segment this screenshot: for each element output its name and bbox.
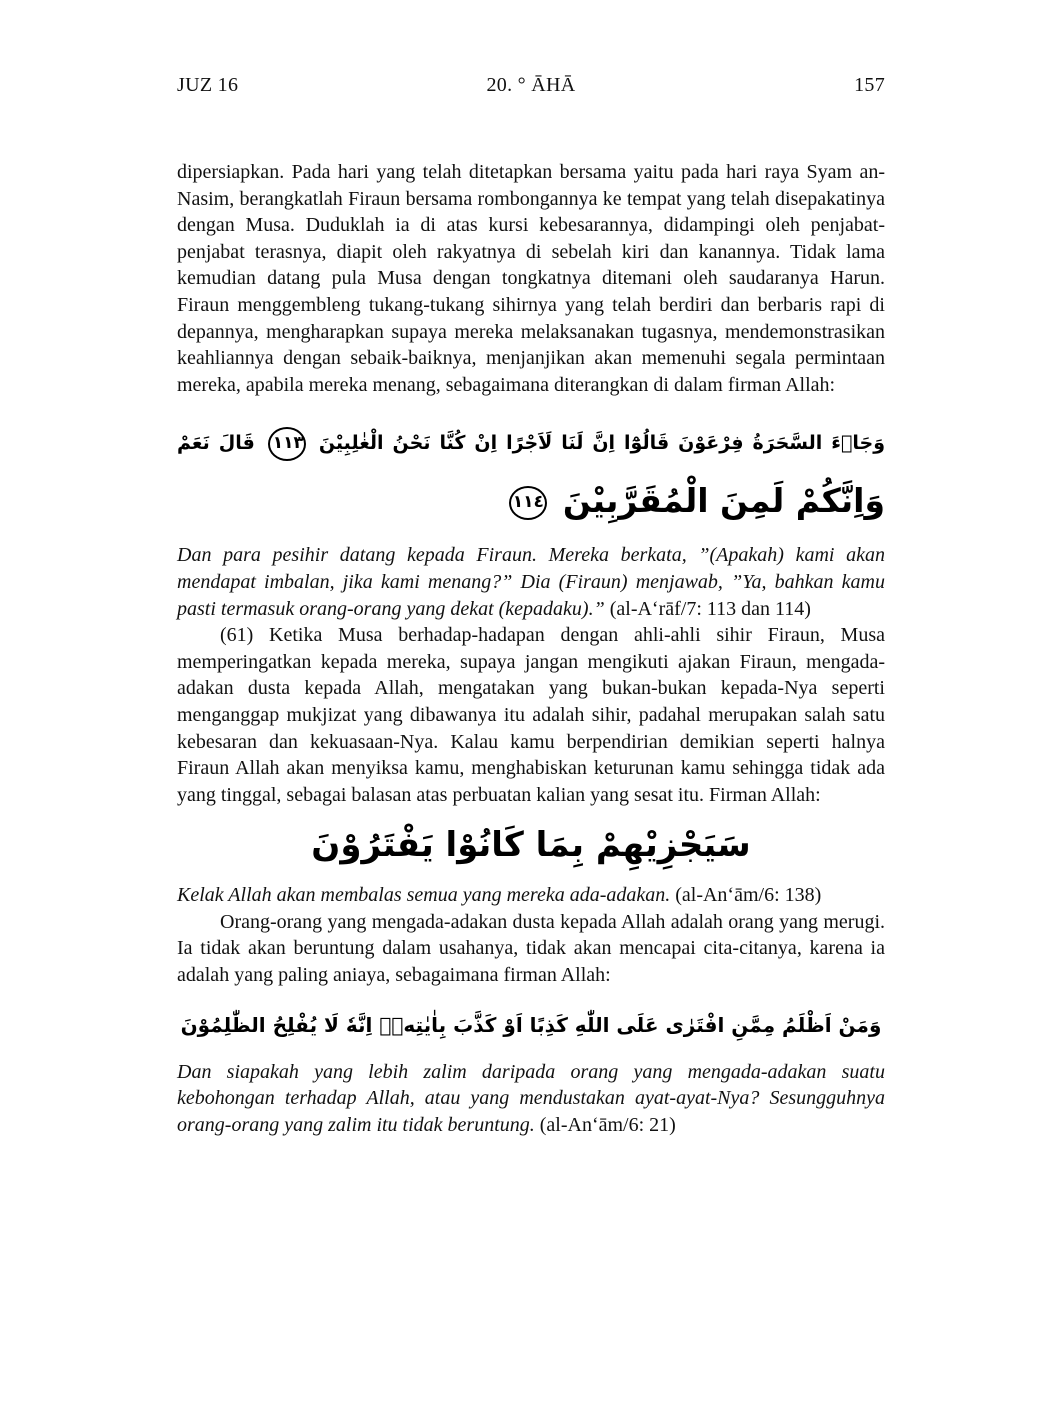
arabic-line-1 [177, 414, 885, 472]
page-number: 157 [854, 74, 885, 96]
translation-text: Kelak Allah akan membalas semua yang mereka ada-adakan. [177, 884, 671, 907]
translation-araf [177, 542, 885, 622]
translation-text: Dan siapakah yang lebih zalim daripada orang yang mengada-adakan suatu kebohongan terhadap Allah, atau yang mendustakan ayat-ayat-Nya? Sesungguhnya orang-orang yang zalim itu tidak beruntung. [177, 1060, 885, 1136]
translation-text: Dan para pesihir datang kepada Firaun. Mereka berkata, ”(Apakah) kami akan mendapat imbalan, jika kami menang?” Dia (Firaun) menjawab, ”Ya, bahkan kamu pasti termasuk orang-orang yang dekat (kepadaku).” [177, 544, 885, 620]
arabic-text-114: وَاِنَّكُمْ لَمِنَ الْمُقَرَّبِيْنَ [562, 481, 885, 521]
arabic-text-114-start: قَالَ نَعَمْ [177, 432, 255, 455]
arabic-line-2 [177, 472, 885, 530]
surah-title: 20. ° ĀHĀ [486, 74, 576, 96]
arabic-verse-araf-113-114 [177, 408, 885, 536]
juz-label: JUZ 16 [177, 74, 239, 96]
translation-anam-138 [177, 882, 885, 909]
page-body [177, 159, 885, 1138]
arabic-verse-anam-21: وَمَنْ اَظْلَمُ مِمَّنِ افْتَرٰى عَلَى اللّٰهِ كَذِبًا اَوْ كَذَّبَ بِاٰيٰتِهٖۗ اِنَّهٗ لَا يُفْلِحُ الظّٰلِمُوْنَ [180, 1012, 882, 1037]
paragraph-intro: dipersiapkan. Pada hari yang telah ditetapkan bersama yaitu pada hari raya Syam an-Nasim, berangkatlah Firaun bersama rombongannya ke tempat yang telah disepakatinya dengan Musa. Duduklah ia di atas kursi kebesarannya, didampingi oleh penjabat-penjabat terasnya, diapit oleh rakyatnya di sebelah kiri dan kanannya. Tidak lama kemudian datang pula Musa dengan tongkatnya ditemani oleh saudaranya Harun. Firaun menggembleng tukang-tukang sihirnya yang telah berdiri dan berbaris rapi di depannya, mengharapkan supaya mereka melaksanakan tugasnya, mendemonstrasikan keahliannya dengan sebaik-baiknya, menjanjikan akan memenuhi segala permintaan mereka, apabila mereka menang, sebagaimana diterangkan di dalam firman Allah: [177, 161, 885, 396]
translation-anam-21 [177, 1059, 885, 1139]
paragraph-liars: Orang-orang yang mengada-adakan dusta kepada Allah adalah orang yang merugi. Ia tidak akan beruntung dalam usahanya, tidak akan mencapai cita-citanya, karena ia adalah yang paling aniaya, sebagaimana firman Allah: [177, 910, 885, 987]
arabic-text-113: وَجَاۤءَ السَّحَرَةُ فِرْعَوْنَ قَالُوْٓا اِنَّ لَنَا لَاَجْرًا اِنْ كُنَّا نَحْنُ الْغٰلِبِيْنَ [318, 432, 885, 455]
running-head [177, 74, 885, 104]
ayah-number-114: ١١٤ [509, 486, 547, 520]
verse-reference: (al-A‘rāf/7: 113 dan 114) [609, 597, 811, 620]
paragraph-61: (61) Ketika Musa berhadap-hadapan dengan ahli-ahli sihir Firaun, Musa memperingatkan kepada mereka, supaya jangan mengikuti ajakan Firaun, mengada-adakan dusta kepada Allah, mengatakan yang bukan-bukan kepada-Nya seperti menganggap mukjizat yang dibawanya itu adalah sihir, padahal merupakan salah satu kebesaran dan kekuasaan-Nya. Kalau kamu berpendirian demikian seperti halnya Firaun Allah akan menyiksa kamu, menghabiskan keturunan kamu sehingga tidak ada yang tinggal, sebagai balasan atas perbuatan kalian yang sesat itu. Firman Allah: [177, 624, 885, 806]
arabic-verse-anam-138: سَيَجْزِيْهِمْ بِمَا كَانُوْا يَفْتَرُوْنَ [311, 825, 751, 866]
verse-reference: (al-An‘ām/6: 138) [675, 884, 822, 907]
verse-reference: (al-An‘ām/6: 21) [539, 1113, 676, 1136]
ayah-number-113: ١١٣ [268, 427, 306, 461]
